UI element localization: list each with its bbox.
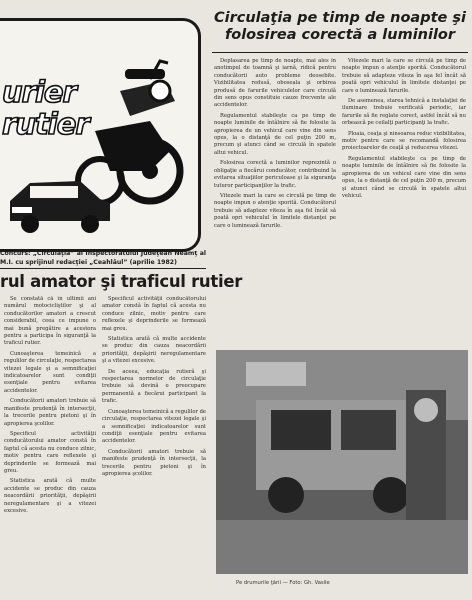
promo-title-line1: urier	[2, 75, 76, 109]
paragraph: Statistica arată că multe accidente se produc din cauza neacordării priorităţii, depăşirii neregulamentare şi a vitezei excesive.	[102, 336, 206, 365]
paragraph: Conducătorii amatori trebuie să manifeste prudenţă în intersecţii, la trecerile pentru pietoni şi în apropierea şcolilor.	[4, 398, 96, 427]
article-column	[214, 58, 336, 343]
paragraph: Statistica arată că multe accidente se produc din cauza neacordării priorităţii, depăşirii neregulamentare şi a vitezei excesive.	[4, 478, 96, 514]
article-column	[102, 296, 206, 596]
paragraph: Cunoaşterea temeinică a regulilor de circulaţie, respectarea vitezei legale şi a semnificaţiei indicatoarelor sunt condiţii esenţiale pentru evitarea accidentelor.	[4, 350, 96, 394]
news-photo	[216, 350, 468, 574]
divider	[0, 268, 206, 269]
article-column	[342, 58, 466, 343]
paragraph: Specificul activităţii conducătorului amator constă în faptul că acesta nu conduce zilnic, motiv pentru care reflexele şi deprinderile se formează mai greu.	[4, 430, 96, 474]
paragraph: Folosirea corectă a luminilor reprezintă o obligaţie a fiecărui conducător, contribuind la evitarea situaţiilor periculoase şi la siguranţa tuturor participanţilor la trafic.	[214, 160, 336, 189]
paragraph: Specificul activităţii conducătorului amator constă în faptul că acesta nu conduce zilnic, motiv pentru care reflexele şi deprinderile se formează mai greu.	[102, 296, 206, 332]
paragraph: Deplasarea pe timp de noapte, mai ales în anotimpul de toamnă şi iarnă, ridică pentru conducătorii auto probleme deosebite. Vizibilitatea redusă, oboseala şi orbirea produsă de farurile vehiculelor care circulă din sens opus constituie cauze frecvente ale accidentelor.	[214, 58, 336, 109]
paragraph: Vitezele mari la care se circulă pe timp de noapte impun o atenţie sporită. Conducătorul trebuie să adapteze viteza în aşa fel încât să poată opri vehiculul în limitele distanţei pe care o luminează farurile.	[342, 58, 466, 94]
promo-illustration	[0, 18, 201, 252]
photo-caption: Pe drumurile ţării — Foto: Gh. Vasile	[236, 580, 330, 586]
paragraph: De aceea, educaţia rutieră şi respectarea normelor de circulaţie trebuie să devină o preocupare permanentă a fiecărui participant la trafic.	[102, 368, 206, 405]
divider	[212, 52, 468, 53]
article-column	[4, 296, 96, 596]
article-headline-right: Circulaţia pe timp de noapte şi folosirea corectă a luminilor	[214, 10, 466, 43]
image-caption: Concurs: „Circulaţia” al Inspectoratului Judeţean Neamţ al M.I. cu sprijinul redacţiei „Ceahlăul” (aprilie 1982)	[0, 250, 206, 266]
paragraph: Cunoaşterea temeinică a regulilor de circulaţie, respectarea vitezei legale şi a semnificaţiei indicatoarelor sunt condiţii esenţiale pentru evitarea accidentelor.	[102, 408, 206, 445]
paragraph: Se constată că în ultimii ani numărul motocicliştilor şi al conducătorilor amatori a crescut considerabil, ceea ce impune o mai bună pregătire a acestora pentru a participa în siguranţă la traficul rutier.	[4, 296, 96, 347]
paragraph: Conducătorii amatori trebuie să manifeste prudenţă în intersecţii, la trecerile pentru pietoni şi în apropierea şcolilor.	[102, 448, 206, 477]
promo-title-line2: rutier	[2, 107, 89, 141]
paragraph: Regulamentul stabileşte ca pe timp de noapte luminile de întâlnire să fie folosite la apropierea de un vehicul care vine din sens opus, la o distanţă de cel puţin 200 m, precum şi atunci când se circulă în spatele altui vehicul.	[214, 112, 336, 156]
paragraph: De asemenea, starea tehnică a instalaţiei de iluminare trebuie verificată periodic, iar farurile să fie reglate corect, astfel încât să nu orbească pe ceilalţi participanţi la trafic.	[342, 98, 466, 127]
article-headline-left: rul amator şi traficul rutier	[0, 272, 243, 291]
paragraph: Vitezele mari la care se circulă pe timp de noapte impun o atenţie sporită. Conducătorul trebuie să adapteze viteza în aşa fel încât să poată opri vehiculul în limitele distanţei pe care o luminează farurile.	[214, 192, 336, 229]
paragraph: Regulamentul stabileşte ca pe timp de noapte luminile de întâlnire să fie folosite la apropierea de un vehicul care vine din sens opus, la o distanţă de cel puţin 200 m, precum şi atunci când se circulă în spatele altui vehicul.	[342, 155, 466, 199]
paragraph: Ploaia, ceaţa şi ninsoarea reduc vizibilitatea, motiv pentru care se recomandă folosirea proiectoarelor de ceaţă şi reducerea vitezei.	[342, 130, 466, 152]
